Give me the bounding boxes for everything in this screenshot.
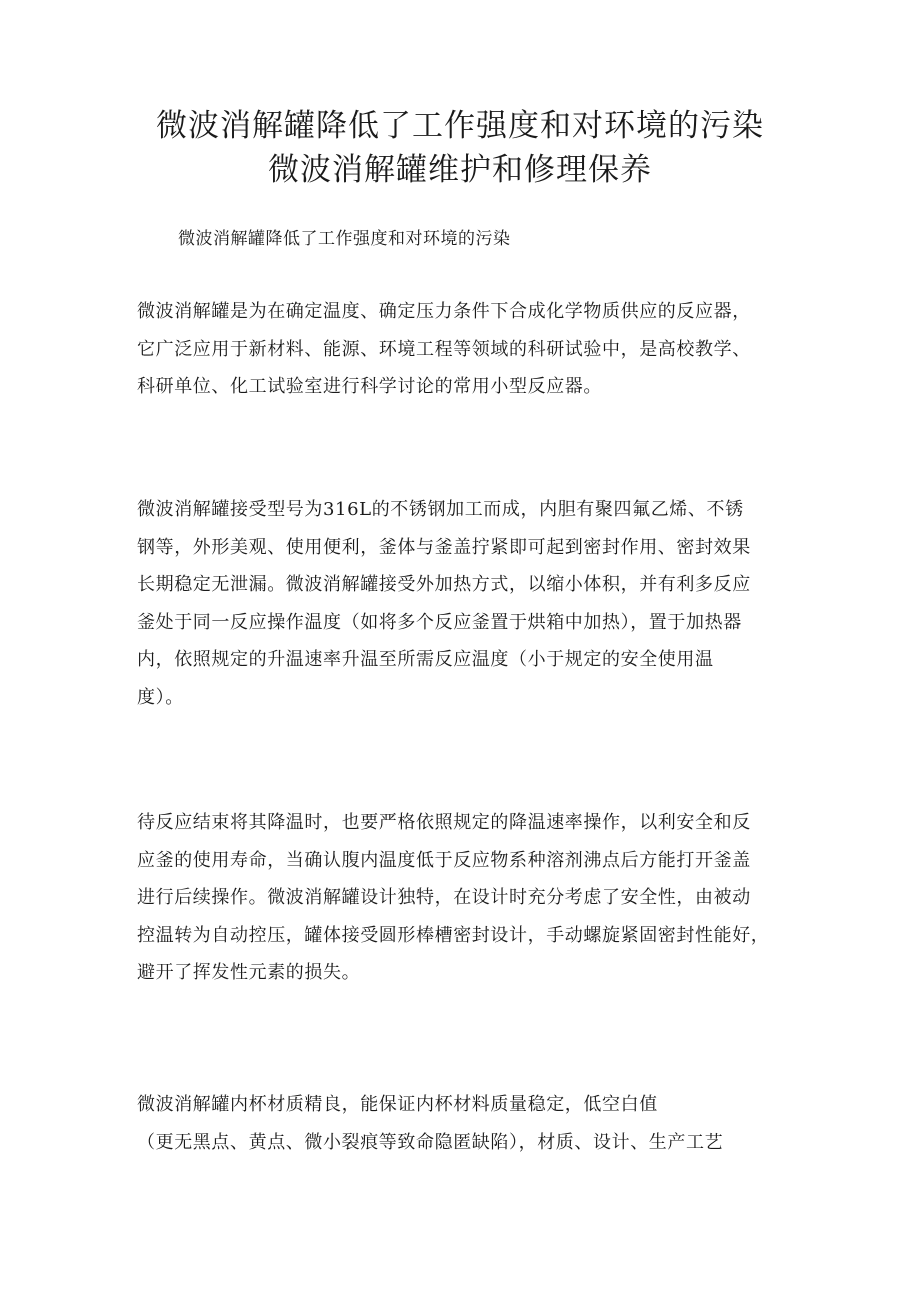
paragraph-line: 微波消解罐是为在确定温度、确定压力条件下合成化学物质供应的反应器， (137, 301, 751, 322)
paragraph-line: 应釜的使用寿命，当确认腹内温度低于反应物系种溶剂沸点后方能打开釜盖 (137, 849, 751, 871)
paragraph-line: 避开了挥发性元素的损失。 (137, 962, 361, 983)
document-title-line-1: 微波消解罐降低了工作强度和对环境的污染 (156, 108, 764, 144)
paragraph-3 (137, 804, 793, 992)
paragraph-line: 内，依照规定的升温速率升温至所需反应温度（小于规定的安全使用温 (137, 649, 714, 670)
paragraph-line: 微波消解罐接受型号为316L的不锈钢加工而成，内胆有聚四氟乙烯、不锈 (137, 499, 744, 520)
paragraph-2 (137, 491, 793, 716)
paragraph-line: （更无黑点、黄点、微小裂痕等致命隐匿缺陷），材质、设计、生产工艺 (137, 1131, 724, 1153)
document-title-line-2: 微波消解罐维护和修理保养 (268, 152, 652, 188)
paragraph-1 (137, 293, 793, 406)
paragraph-line: 微波消解罐内杯材质精良，能保证内杯材料质量稳定，低空白值 (137, 1094, 658, 1115)
section-subtitle: 微波消解罐降低了工作强度和对环境的污染 (178, 229, 511, 249)
paragraph-line: 度）。 (137, 686, 184, 708)
paragraph-line: 控温转为自动控压，罐体接受圆形棒槽密封设计，手动螺旋紧固密封性能好， (137, 924, 770, 946)
paragraph-line: 釜处于同一反应操作温度（如将多个反应釜置于烘箱中加热），置于加热器 (137, 611, 742, 633)
paragraph-line: 长期稳定无泄漏。微波消解罐接受外加热方式，以缩小体积，并有利多反应 (137, 574, 751, 595)
paragraph-line: 科研单位、化工试验室进行科学讨论的常用小型反应器。 (137, 376, 602, 397)
paragraph-line: 待反应结束将其降温时，也要严格依照规定的降温速率操作，以利安全和反 (137, 812, 751, 833)
paragraph-4 (137, 1086, 793, 1161)
paragraph-line: 它广泛应用于新材料、能源、环境工程等领域的科研试验中，是高校教学、 (137, 338, 751, 360)
paragraph-line: 钢等，外形美观、使用便利，釜体与釜盖拧紧即可起到密封作用、密封效果 (137, 536, 751, 558)
paragraph-line: 进行后续操作。微波消解罐设计独特，在设计时充分考虑了安全性，由被动 (137, 887, 751, 908)
